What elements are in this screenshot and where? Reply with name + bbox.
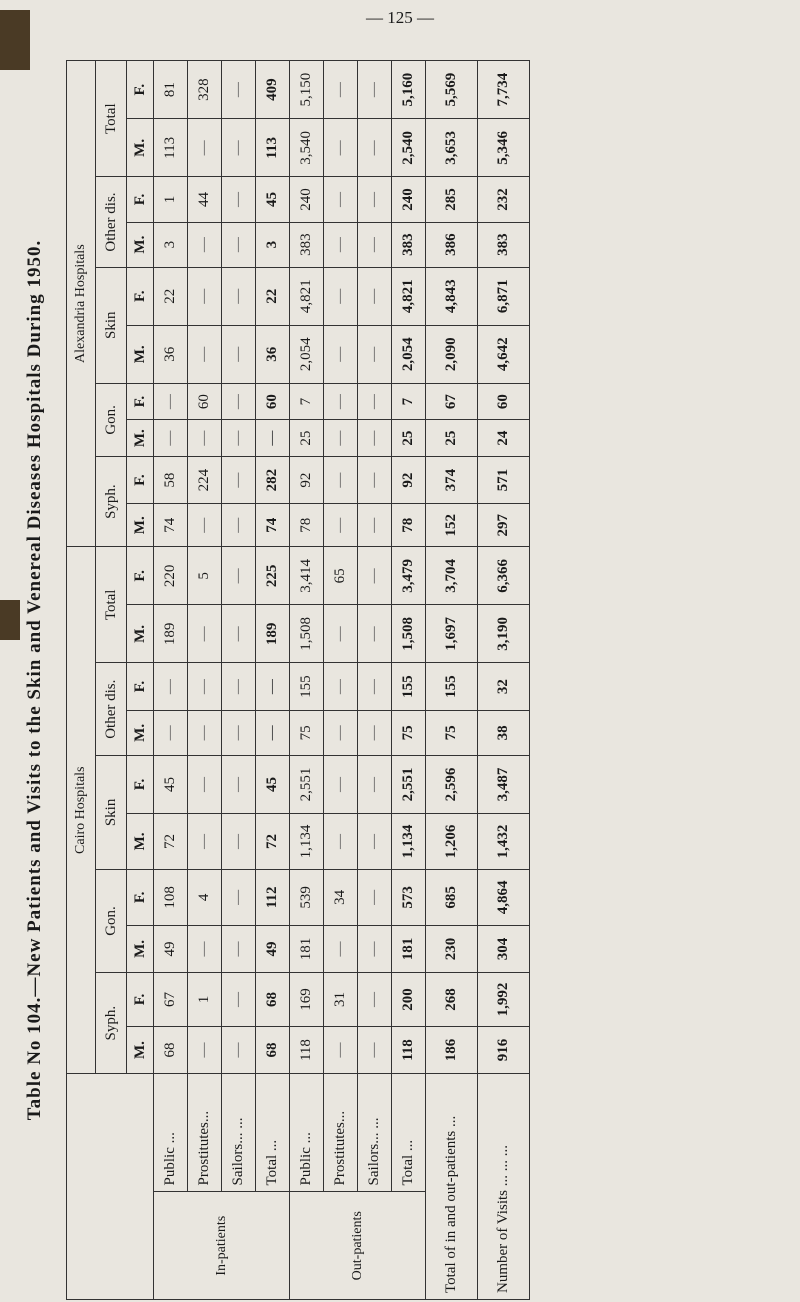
value-cell: — — [358, 420, 392, 457]
value-cell: — — [188, 925, 222, 972]
value-cell: 189 — [256, 605, 290, 663]
value-cell: — — [222, 663, 256, 710]
female-header: F. — [127, 456, 154, 503]
value-cell: 81 — [154, 61, 188, 119]
value-cell: 25 — [392, 420, 426, 457]
group-skin: Skin — [96, 755, 127, 869]
female-header: F. — [127, 267, 154, 325]
value-cell: 68 — [256, 973, 290, 1027]
blank-header — [67, 1074, 154, 1300]
value-cell: — — [358, 267, 392, 325]
value-cell: 65 — [324, 547, 358, 605]
value-cell: 22 — [256, 267, 290, 325]
value-cell: — — [358, 710, 392, 755]
value-cell: 386 — [426, 222, 478, 267]
value-cell: 5,569 — [426, 61, 478, 119]
table-row — [392, 61, 426, 1300]
value-cell: 220 — [154, 547, 188, 605]
value-cell: 32 — [478, 663, 530, 710]
value-cell: — — [222, 420, 256, 457]
value-cell: 5 — [188, 547, 222, 605]
value-cell: — — [358, 456, 392, 503]
value-cell: 4,843 — [426, 267, 478, 325]
value-cell: 3 — [256, 222, 290, 267]
male-header: M. — [127, 222, 154, 267]
value-cell: 3,653 — [426, 119, 478, 177]
value-cell: 4,821 — [290, 267, 324, 325]
value-cell: 24 — [478, 420, 530, 457]
value-cell: 2,596 — [426, 755, 478, 813]
value-cell: — — [222, 61, 256, 119]
value-cell: 67 — [154, 973, 188, 1027]
value-cell: — — [358, 547, 392, 605]
group-gon: Gon. — [96, 869, 127, 972]
value-cell: — — [188, 504, 222, 547]
value-cell: 34 — [324, 869, 358, 925]
table-row — [426, 61, 478, 1300]
value-cell: — — [222, 222, 256, 267]
value-cell: 2,540 — [392, 119, 426, 177]
group-other: Other dis. — [96, 663, 127, 755]
value-cell: 7 — [392, 383, 426, 420]
value-cell: — — [324, 925, 358, 972]
total_in_out-label: Total of in and out-patients ... — [426, 1074, 478, 1300]
value-cell: 1 — [154, 177, 188, 222]
value-cell: 225 — [256, 547, 290, 605]
value-cell: 7 — [290, 383, 324, 420]
value-cell: — — [358, 325, 392, 383]
value-cell: — — [188, 119, 222, 177]
male-header: M. — [127, 325, 154, 383]
value-cell: — — [358, 663, 392, 710]
value-cell: — — [188, 813, 222, 869]
value-cell: 2,551 — [290, 755, 324, 813]
male-header: M. — [127, 710, 154, 755]
value-cell: 2,551 — [392, 755, 426, 813]
value-cell: — — [188, 267, 222, 325]
value-cell: 75 — [392, 710, 426, 755]
value-cell: — — [222, 547, 256, 605]
row-label: Sailors... ... — [222, 1074, 256, 1192]
value-cell: 4,642 — [478, 325, 530, 383]
value-cell: 5,346 — [478, 119, 530, 177]
value-cell: 44 — [188, 177, 222, 222]
value-cell: 224 — [188, 456, 222, 503]
value-cell: — — [324, 267, 358, 325]
value-cell: 155 — [392, 663, 426, 710]
value-cell: 68 — [256, 1026, 290, 1073]
value-cell: — — [324, 456, 358, 503]
female-header: F. — [127, 973, 154, 1027]
value-cell: — — [324, 119, 358, 177]
value-cell: 285 — [426, 177, 478, 222]
male-header: M. — [127, 925, 154, 972]
out-patients-block — [290, 61, 426, 1300]
value-cell: 573 — [392, 869, 426, 925]
value-cell: — — [256, 420, 290, 457]
value-cell: 328 — [188, 61, 222, 119]
group-total: Total — [96, 547, 127, 663]
value-cell: 152 — [426, 504, 478, 547]
cairo-header: Cairo Hospitals — [67, 547, 96, 1074]
value-cell: 25 — [426, 420, 478, 457]
value-cell: — — [222, 710, 256, 755]
value-cell: 36 — [154, 325, 188, 383]
value-cell: 75 — [290, 710, 324, 755]
table-title: Table No 104.—New Patients and Visits to the Skin and Venereal Diseases Hospitals During 1950. — [24, 239, 45, 1121]
value-cell: 113 — [256, 119, 290, 177]
value-cell: — — [324, 504, 358, 547]
value-cell: — — [324, 420, 358, 457]
value-cell: 1,697 — [426, 605, 478, 663]
value-cell: — — [154, 420, 188, 457]
value-cell: 25 — [290, 420, 324, 457]
value-cell: 5,160 — [392, 61, 426, 119]
row-label: Public ... — [290, 1074, 324, 1192]
value-cell: 49 — [256, 925, 290, 972]
totals-block — [426, 61, 530, 1300]
value-cell: 1,206 — [426, 813, 478, 869]
value-cell: — — [188, 663, 222, 710]
value-cell: 232 — [478, 177, 530, 222]
table-row — [358, 61, 392, 1300]
value-cell: — — [358, 755, 392, 813]
value-cell: 3,540 — [290, 119, 324, 177]
value-cell: 571 — [478, 456, 530, 503]
value-cell: 189 — [154, 605, 188, 663]
value-cell: — — [222, 177, 256, 222]
value-cell: — — [188, 222, 222, 267]
value-cell: — — [324, 61, 358, 119]
value-cell: — — [222, 813, 256, 869]
value-cell: 1,508 — [290, 605, 324, 663]
value-cell: — — [222, 925, 256, 972]
value-cell: 155 — [290, 663, 324, 710]
value-cell: 181 — [392, 925, 426, 972]
value-cell: — — [154, 663, 188, 710]
value-cell: 45 — [154, 755, 188, 813]
female-header: F. — [127, 547, 154, 605]
value-cell: 1,134 — [290, 813, 324, 869]
table-row — [324, 61, 358, 1300]
value-cell: 539 — [290, 869, 324, 925]
value-cell: — — [358, 177, 392, 222]
value-cell: — — [324, 177, 358, 222]
value-cell: 78 — [290, 504, 324, 547]
group-total: Total — [96, 61, 127, 177]
value-cell: — — [358, 973, 392, 1027]
value-cell: — — [358, 605, 392, 663]
value-cell: 3 — [154, 222, 188, 267]
value-cell: 58 — [154, 456, 188, 503]
value-cell: 92 — [290, 456, 324, 503]
female-header: F. — [127, 663, 154, 710]
value-cell: 685 — [426, 869, 478, 925]
value-cell: 60 — [188, 383, 222, 420]
value-cell: 92 — [392, 456, 426, 503]
value-cell: 5,150 — [290, 61, 324, 119]
value-cell: 6,366 — [478, 547, 530, 605]
row-label: Public ... — [154, 1074, 188, 1192]
value-cell: 3,704 — [426, 547, 478, 605]
value-cell: — — [188, 325, 222, 383]
table-row — [188, 61, 222, 1300]
value-cell: — — [222, 755, 256, 813]
group-syph: Syph. — [96, 973, 127, 1074]
value-cell: 108 — [154, 869, 188, 925]
value-cell: — — [154, 710, 188, 755]
value-cell: — — [324, 710, 358, 755]
value-cell: — — [222, 973, 256, 1027]
value-cell: 72 — [256, 813, 290, 869]
value-cell: 383 — [478, 222, 530, 267]
row-label: Prostitutes... — [188, 1074, 222, 1192]
value-cell: — — [256, 663, 290, 710]
value-cell: 4 — [188, 869, 222, 925]
value-cell: — — [256, 710, 290, 755]
value-cell: 383 — [392, 222, 426, 267]
female-header: F. — [127, 177, 154, 222]
row-label: Prostitutes... — [324, 1074, 358, 1192]
value-cell: 409 — [256, 61, 290, 119]
value-cell: — — [324, 325, 358, 383]
value-cell: 297 — [478, 504, 530, 547]
value-cell: — — [188, 420, 222, 457]
visits-label: Number of Visits ... ... ... — [478, 1074, 530, 1300]
value-cell: 1,992 — [478, 973, 530, 1027]
value-cell: 118 — [290, 1026, 324, 1073]
value-cell: 268 — [426, 973, 478, 1027]
value-cell: 240 — [290, 177, 324, 222]
value-cell: 1,508 — [392, 605, 426, 663]
row-label: Total ... — [256, 1074, 290, 1192]
in-section-label: In-patients — [154, 1192, 290, 1300]
value-cell: 169 — [290, 973, 324, 1027]
value-cell: — — [358, 119, 392, 177]
table-row — [222, 61, 256, 1300]
value-cell: — — [358, 1026, 392, 1073]
value-cell: 78 — [392, 504, 426, 547]
value-cell: 383 — [290, 222, 324, 267]
value-cell: 72 — [154, 813, 188, 869]
male-header: M. — [127, 119, 154, 177]
value-cell: 45 — [256, 755, 290, 813]
group-syph: Syph. — [96, 456, 127, 546]
value-cell: 118 — [392, 1026, 426, 1073]
value-cell: — — [358, 61, 392, 119]
page-number: — 125 — — [366, 8, 434, 27]
value-cell: — — [222, 1026, 256, 1073]
value-cell: 75 — [426, 710, 478, 755]
row-label: Sailors... ... — [358, 1074, 392, 1192]
value-cell: 22 — [154, 267, 188, 325]
value-cell: 6,871 — [478, 267, 530, 325]
value-cell: 36 — [256, 325, 290, 383]
value-cell: 60 — [478, 383, 530, 420]
value-cell: — — [222, 504, 256, 547]
table-row — [478, 61, 530, 1300]
male-header: M. — [127, 813, 154, 869]
value-cell: 31 — [324, 973, 358, 1027]
value-cell: — — [358, 504, 392, 547]
value-cell: 67 — [426, 383, 478, 420]
value-cell: 4,864 — [478, 869, 530, 925]
value-cell: 68 — [154, 1026, 188, 1073]
value-cell: — — [222, 267, 256, 325]
value-cell: 4,821 — [392, 267, 426, 325]
value-cell: — — [188, 605, 222, 663]
value-cell: 1 — [188, 973, 222, 1027]
value-cell: 2,090 — [426, 325, 478, 383]
value-cell: — — [324, 605, 358, 663]
value-cell: — — [154, 383, 188, 420]
table-row — [256, 61, 290, 1300]
scan-edge — [0, 600, 20, 640]
value-cell: 374 — [426, 456, 478, 503]
value-cell: 49 — [154, 925, 188, 972]
value-cell: 1,134 — [392, 813, 426, 869]
male-header: M. — [127, 420, 154, 457]
value-cell: — — [222, 456, 256, 503]
female-header: F. — [127, 61, 154, 119]
value-cell: 38 — [478, 710, 530, 755]
value-cell: — — [324, 755, 358, 813]
out-section-label: Out-patients — [290, 1192, 426, 1300]
rotated-table-container — [24, 60, 796, 1300]
value-cell: 7,734 — [478, 61, 530, 119]
value-cell: 3,479 — [392, 547, 426, 605]
value-cell: 113 — [154, 119, 188, 177]
male-header: M. — [127, 1026, 154, 1073]
value-cell: 45 — [256, 177, 290, 222]
value-cell: — — [324, 1026, 358, 1073]
value-cell: — — [222, 325, 256, 383]
data-table — [66, 60, 530, 1300]
value-cell: 304 — [478, 925, 530, 972]
value-cell: — — [358, 925, 392, 972]
value-cell: 186 — [426, 1026, 478, 1073]
female-header: F. — [127, 383, 154, 420]
table-row — [154, 61, 188, 1300]
female-header: F. — [127, 755, 154, 813]
value-cell: — — [324, 383, 358, 420]
value-cell: — — [188, 755, 222, 813]
value-cell: 74 — [256, 504, 290, 547]
value-cell: — — [222, 869, 256, 925]
value-cell: 60 — [256, 383, 290, 420]
value-cell: 2,054 — [392, 325, 426, 383]
value-cell: — — [222, 383, 256, 420]
value-cell: 282 — [256, 456, 290, 503]
value-cell: 155 — [426, 663, 478, 710]
group-gon: Gon. — [96, 383, 127, 456]
value-cell: — — [358, 383, 392, 420]
male-header: M. — [127, 504, 154, 547]
value-cell: — — [324, 222, 358, 267]
value-cell: — — [358, 869, 392, 925]
alexandria-header: Alexandria Hospitals — [67, 61, 96, 547]
value-cell: 74 — [154, 504, 188, 547]
value-cell: — — [324, 663, 358, 710]
row-label: Total ... — [392, 1074, 426, 1192]
value-cell: — — [222, 119, 256, 177]
group-other: Other dis. — [96, 177, 127, 267]
value-cell: 916 — [478, 1026, 530, 1073]
value-cell: — — [358, 222, 392, 267]
value-cell: — — [188, 1026, 222, 1073]
value-cell: — — [222, 605, 256, 663]
value-cell: — — [188, 710, 222, 755]
value-cell: — — [324, 813, 358, 869]
male-header: M. — [127, 605, 154, 663]
value-cell: 3,414 — [290, 547, 324, 605]
value-cell: 240 — [392, 177, 426, 222]
value-cell: 200 — [392, 973, 426, 1027]
value-cell: 2,054 — [290, 325, 324, 383]
value-cell: — — [358, 813, 392, 869]
value-cell: 3,190 — [478, 605, 530, 663]
group-skin: Skin — [96, 267, 127, 383]
value-cell: 112 — [256, 869, 290, 925]
value-cell: 181 — [290, 925, 324, 972]
value-cell: 230 — [426, 925, 478, 972]
in-patients-block — [154, 61, 290, 1300]
female-header: F. — [127, 869, 154, 925]
table-row — [290, 61, 324, 1300]
value-cell: 3,487 — [478, 755, 530, 813]
value-cell: 1,432 — [478, 813, 530, 869]
